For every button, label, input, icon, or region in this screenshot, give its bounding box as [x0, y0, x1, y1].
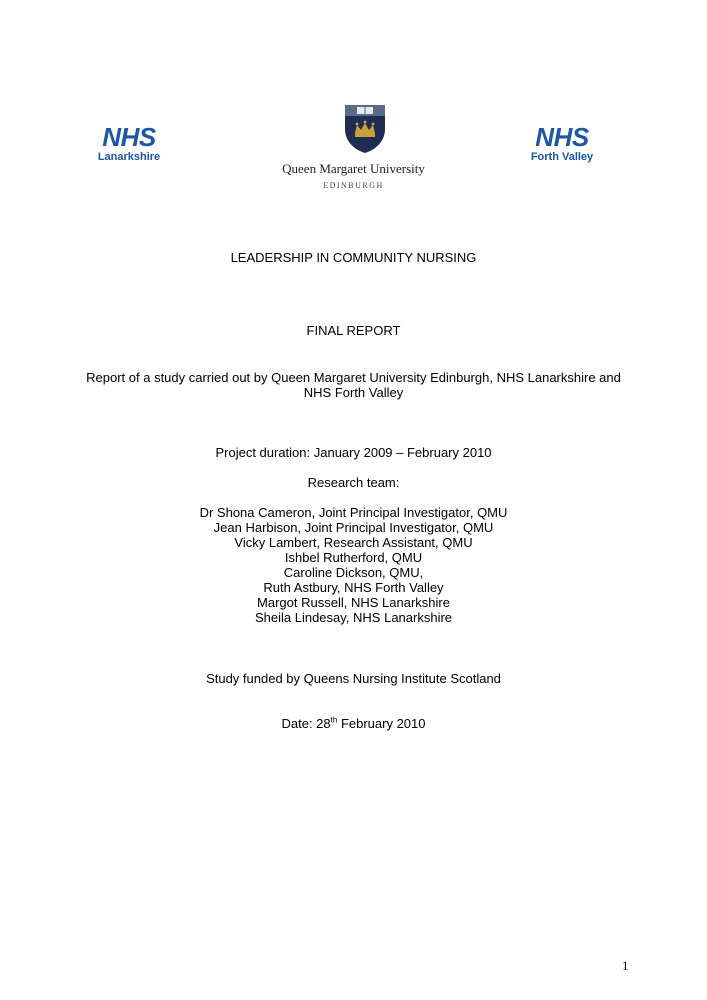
funding-statement: Study funded by Queens Nursing Institute Scotland: [206, 671, 501, 686]
team-member: Margot Russell, NHS Lanarkshire: [257, 595, 450, 610]
report-date-suffix: th: [330, 715, 338, 725]
report-subtitle: FINAL REPORT: [306, 323, 401, 338]
report-date-prefix: Date: 28: [281, 716, 331, 731]
report-date: [0, 716, 707, 731]
research-team-heading: Research team:: [307, 475, 400, 490]
report-date-rest: February 2010: [337, 716, 426, 731]
nhs-region-left: Lanarkshire: [97, 151, 161, 163]
report-description-line-2: NHS Forth Valley: [303, 385, 404, 400]
nhs-mark-right: NHS: [535, 122, 589, 152]
team-member: Ruth Astbury, NHS Forth Valley: [263, 580, 444, 595]
team-member: Vicky Lambert, Research Assistant, QMU: [234, 535, 473, 550]
team-member: Ishbel Rutherford, QMU: [284, 550, 423, 565]
report-title: LEADERSHIP IN COMMUNITY NURSING: [230, 250, 477, 265]
team-member: Jean Harbison, Joint Principal Investigator, QMU: [213, 520, 494, 535]
qmu-city: EDINBURGH: [323, 181, 384, 190]
page-number: 1: [622, 958, 629, 973]
qmu-name: Queen Margaret University: [282, 161, 425, 176]
nhs-region-right: Forth Valley: [530, 151, 594, 163]
team-member: Caroline Dickson, QMU,: [283, 565, 424, 580]
nhs-mark-left: NHS: [102, 122, 156, 152]
team-member: Dr Shona Cameron, Joint Principal Investigator, QMU: [199, 505, 508, 520]
report-description-line-1: Report of a study carried out by Queen Margaret University Edinburgh, NHS Lanarkshire and: [86, 370, 621, 385]
qmu-crest-icon: [343, 103, 387, 155]
project-duration: Project duration: January 2009 – February 2010: [215, 445, 492, 460]
nhs-forth-valley-logo: [527, 123, 597, 164]
team-member: Sheila Lindesay, NHS Lanarkshire: [254, 610, 453, 625]
nhs-lanarkshire-logo: [96, 123, 162, 164]
